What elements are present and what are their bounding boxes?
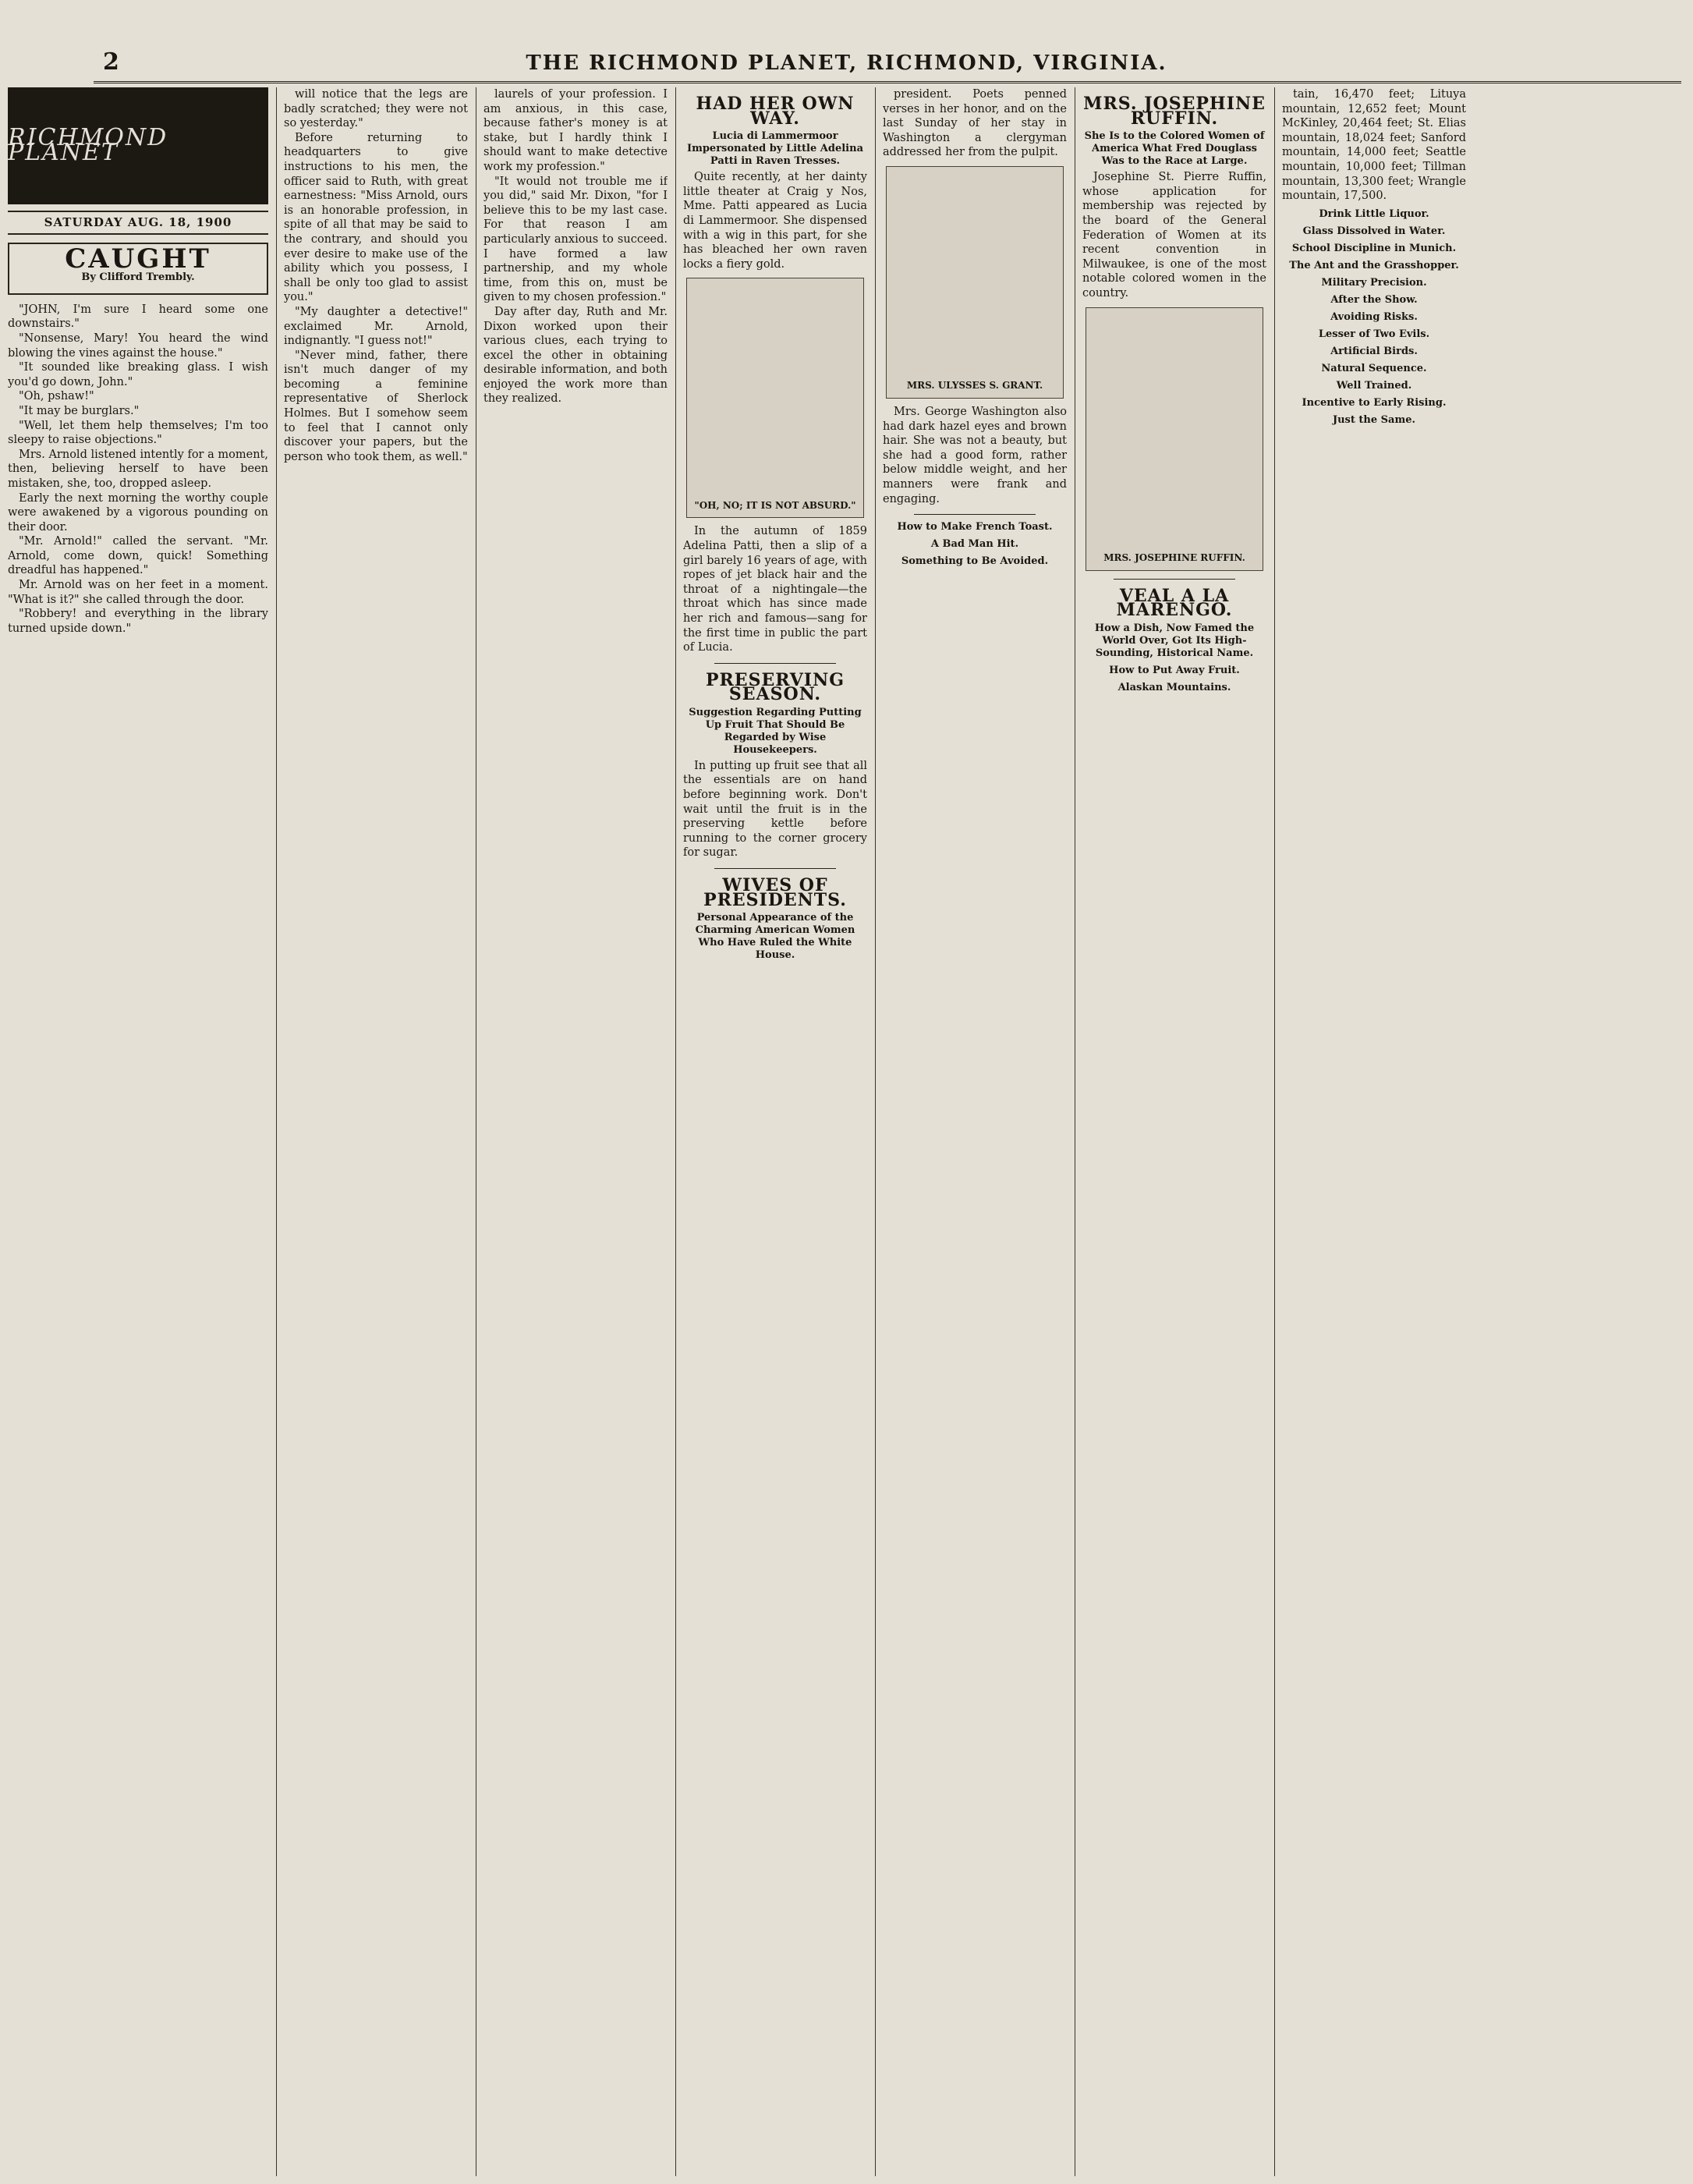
grant-portrait [886, 166, 1064, 399]
paragraph: "Never mind, father, there isn't much danger of my becoming a feminine representative of Sherlock Holmes. But I somehow seem to feel that I cannot only discover your papers, but the person who took them, as well." [284, 349, 468, 463]
column-6 [1082, 87, 1266, 2176]
divider [714, 663, 836, 664]
divider [1114, 579, 1235, 580]
column-rule [675, 87, 676, 2176]
column-7 [1282, 87, 1466, 2176]
paragraph: Mrs. George Washington also had dark hazel eyes and brown hair. She was not a beauty, but she had a good form, rather below middle weight, and her manners were frank and engaging. [883, 405, 1067, 505]
article-headline: Lesser of Two Evils. [1318, 328, 1430, 340]
article-headline: PRESERVING SEASON. [705, 669, 845, 705]
column-4 [683, 87, 867, 2176]
paragraph: In the autumn of 1859 Adelina Patti, then a slip of a girl barely 16 years of age, with ropes of jet black hair and the throat of a nightingale—the throat which has since made her rich and famous—sang for the first time in public the part of Lucia. [683, 525, 867, 654]
paragraph: Mr. Arnold was on her feet in a moment. "What is it?" she called through the door. [8, 579, 268, 606]
column-2 [284, 87, 468, 2176]
masthead: THE RICHMOND PLANET, RICHMOND, VIRGINIA. [526, 51, 1167, 75]
page-number: 2 [103, 48, 119, 76]
divider [714, 868, 836, 869]
divider [914, 514, 1036, 515]
article-headline: Just the Same. [1332, 413, 1416, 426]
planet-logo [8, 87, 268, 204]
page-header [0, 0, 1693, 87]
article-subhead: How a Dish, Now Famed the World Over, Got Its High-Sounding, Historical Name. [1094, 622, 1255, 659]
story-byline: By Clifford Trembly. [81, 271, 195, 284]
paragraph: Day after day, Ruth and Mr. Dixon worked upon their various clues, each trying to excel the other in obtaining desirable information, and both enjoyed the work more than they realized. [483, 305, 668, 406]
story-title: CAUGHT [65, 243, 211, 275]
paragraph: "JOHN, I'm sure I heard some one downstairs." [8, 303, 268, 331]
paragraph: "Nonsense, Mary! You heard the wind blowing the vines against the house." [8, 332, 268, 360]
illustration-caption: MRS. JOSEPHINE RUFFIN. [1103, 551, 1245, 563]
article-headline: How to Make French Toast. [897, 521, 1053, 534]
column-rule [276, 87, 277, 2176]
article-headline: VEAL A LA MARENGO. [1116, 585, 1233, 621]
paragraph: Before returning to headquarters to give instructions to his men, the officer said to Ruth, with great earnestness: "Miss Arnold, ours is an honorable profession, in spite of all that may be said to the contrary, and should you ever desire to make use of the ability which you possess, I shall be only too glad to assist you." [284, 131, 468, 304]
article-subhead: She Is to the Colored Women of America What Fred Douglass Was to the Race at Large. [1084, 130, 1265, 168]
article-subhead: Lucia di Lammermoor Impersonated by Little Adelina Patti in Raven Tresses. [687, 130, 863, 168]
paragraph: Early the next morning the worthy couple were awakened by a vigorous pounding on their door. [8, 491, 268, 534]
logo-text: RICHMOND PLANET [8, 124, 168, 166]
article-subhead: Personal Appearance of the Charming American Women Who Have Ruled the White House. [695, 912, 855, 962]
paragraph: "Mr. Arnold!" called the servant. "Mr. Arnold, come down, quick! Something dreadful has happened." [8, 535, 268, 577]
ruffin-portrait [1086, 307, 1263, 571]
paragraph: "It may be burglars." [19, 404, 140, 417]
article-headline: Natural Sequence. [1321, 362, 1427, 374]
article-headline: Artificial Birds. [1330, 345, 1418, 357]
article-headline: Glass Dissolved in Water. [1302, 225, 1446, 237]
article-headline: How to Put Away Fruit. [1109, 664, 1240, 676]
paragraph: "It would not trouble me if you did," said Mr. Dixon, "for I believe this to be my last case. For that reason I am particularly anxious to succeed. I have formed a law partnership, and my whole time, from this on, must be given to my chosen profession." [483, 175, 668, 304]
article-headline: A Bad Man Hit. [930, 538, 1019, 551]
article-headline: Incentive to Early Rising. [1302, 396, 1447, 409]
article-headline: MRS. JOSEPHINE RUFFIN. [1083, 94, 1266, 129]
patti-illustration [686, 278, 864, 518]
article-headline: Well Trained. [1336, 379, 1412, 392]
paragraph: "Robbery! and everything in the library turned upside down." [8, 608, 268, 635]
column-1 [8, 87, 268, 2176]
story-title-box [8, 243, 268, 295]
article-subhead: Suggestion Regarding Putting Up Fruit That Should Be Regarded by Wise Housekeepers. [689, 706, 862, 756]
article-headline: Drink Little Liquor. [1319, 207, 1429, 220]
article-headline: After the Show. [1330, 293, 1418, 306]
paragraph: will notice that the legs are badly scratched; they were not so yesterday." [284, 88, 468, 130]
paragraph: laurels of your profession. I am anxious, in this case, because father's money is at stake, but I hardly think I should want to make detective work my profession." [483, 88, 668, 173]
article-headline: HAD HER OWN WAY. [696, 94, 855, 129]
illustration-caption: "OH, NO; IT IS NOT ABSURD." [694, 499, 856, 511]
article-headline: WIVES OF PRESIDENTS. [703, 875, 847, 910]
paragraph: Quite recently, at her dainty little theater at Craig y Nos, Mme. Patti appeared as Lucia di Lammermoor. She dispensed with a wig in this part, for she has bleached her own raven locks a fiery gold. [683, 171, 867, 271]
paragraph: "My daughter a detective!" exclaimed Mr. Arnold, indignantly. "I guess not!" [284, 305, 468, 348]
paragraph: president. Poets penned verses in her honor, and on the last Sunday of her stay in Washington a clergyman addressed her from the pulpit. [883, 88, 1067, 159]
column-5 [883, 87, 1067, 2176]
article-headline: Military Precision. [1321, 276, 1427, 289]
illustration-caption: MRS. ULYSSES S. GRANT. [906, 380, 1043, 392]
paragraph: "It sounded like breaking glass. I wish you'd go down, John." [8, 361, 268, 388]
article-headline: School Discipline in Munich. [1291, 242, 1457, 254]
header-rule [94, 81, 1681, 83]
article-headline: The Ant and the Grasshopper. [1289, 259, 1459, 271]
paragraph: Josephine St. Pierre Ruffin, whose application for membership was rejected by the board of the General Federation of Women at its recent convention in Milwaukee, is one of the most notable colored women in the country. [1082, 171, 1266, 300]
column-rule [875, 87, 876, 2176]
column-3 [483, 87, 668, 2176]
date-line: SATURDAY AUG. 18, 1900 [8, 211, 268, 235]
article-headline: Alaskan Mountains. [1117, 681, 1231, 693]
paragraph: "Oh, pshaw!" [19, 390, 94, 403]
paragraph: Mrs. Arnold listened intently for a moment, then, believing herself to have been mistaken, she, too, dropped asleep. [8, 448, 268, 490]
column-rule [1274, 87, 1275, 2176]
article-headline: Something to Be Avoided. [901, 555, 1049, 568]
article-headline: Avoiding Risks. [1330, 310, 1418, 323]
paragraph: "Well, let them help themselves; I'm too sleepy to raise objections." [8, 419, 268, 447]
paragraph: In putting up fruit see that all the essentials are on hand before beginning work. Don't wait until the fruit is in the preserving kettle before running to the corner grocery for sugar. [683, 759, 867, 860]
paragraph: tain, 16,470 feet; Lituya mountain, 12,652 feet; Mount McKinley, 20,464 feet; St. Elias mountain, 18,024 feet; Sanford mountain, 14,000 feet; Seattle mountain, 10,000 feet; Tillman mountain, 13,300 feet; Wrangle mountain, 17,500. [1282, 88, 1466, 203]
